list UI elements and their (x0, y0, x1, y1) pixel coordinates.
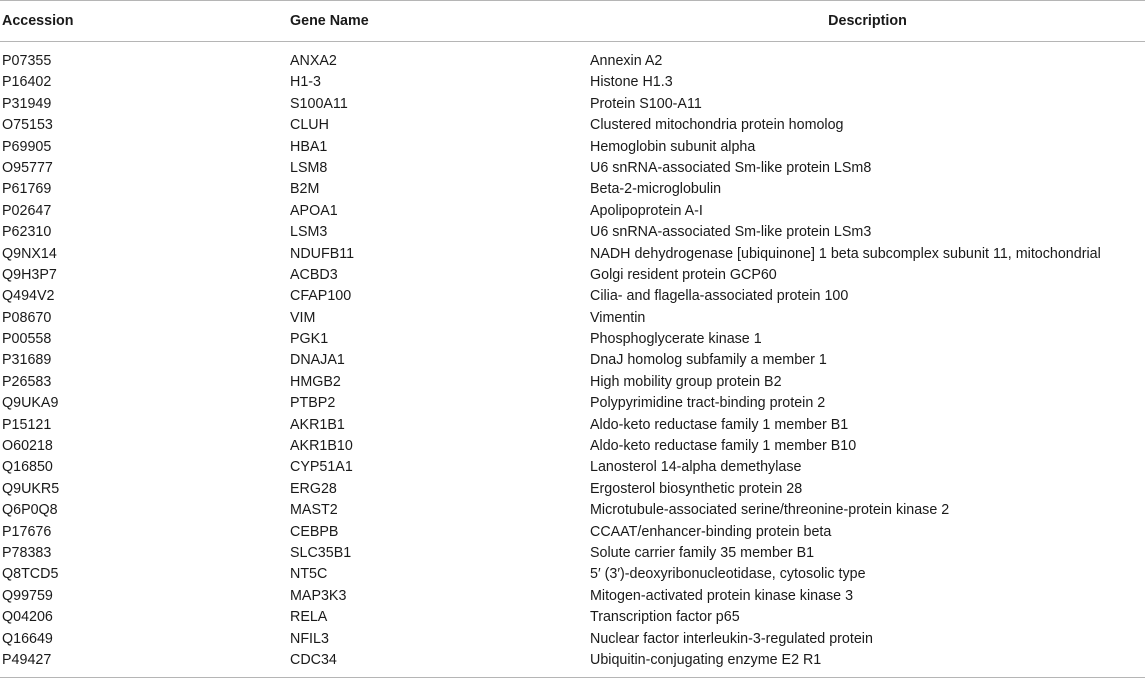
cell-description: Phosphoglycerate kinase 1 (590, 331, 762, 348)
cell-description: Hemoglobin subunit alpha (590, 138, 756, 155)
cell-gene-name: CLUH (290, 117, 329, 134)
table-row (0, 500, 1145, 521)
cell-accession: Q9NX14 (2, 245, 57, 262)
cell-accession: P07355 (2, 53, 52, 69)
cell-description: Solute carrier family 35 member B1 (590, 544, 815, 561)
table-row (0, 265, 1145, 286)
cell-gene-name: PGK1 (290, 331, 329, 348)
table-row (0, 244, 1145, 265)
table-row (0, 543, 1145, 564)
cell-accession: Q04206 (2, 609, 53, 626)
table-row (0, 415, 1145, 436)
table-row (0, 629, 1145, 650)
table-row (0, 607, 1145, 628)
cell-gene-name: HBA1 (290, 138, 328, 155)
cell-gene-name: NFIL3 (290, 630, 329, 647)
cell-accession: P00558 (2, 331, 52, 348)
cell-description: Histone H1.3 (590, 74, 673, 91)
cell-accession: P61769 (2, 181, 52, 198)
cell-gene-name: VIM (290, 309, 316, 326)
cell-gene-name: AKR1B10 (290, 438, 353, 455)
cell-accession: P62310 (2, 224, 52, 241)
table-row (0, 650, 1145, 671)
header-gene-name: Gene Name (290, 13, 369, 29)
cell-accession: P49427 (2, 651, 52, 668)
cell-accession: P08670 (2, 309, 52, 326)
cell-description: Cilia- and flagella-associated protein 100 (590, 288, 849, 305)
table-row (0, 436, 1145, 457)
table-row (0, 222, 1145, 243)
table-row (0, 372, 1145, 393)
table-row (0, 137, 1145, 158)
cell-description: Polypyrimidine tract-binding protein 2 (590, 395, 826, 412)
table-row (0, 179, 1145, 200)
cell-description: U6 snRNA-associated Sm-like protein LSm8 (590, 159, 872, 176)
cell-gene-name: ERG28 (290, 480, 337, 497)
table-row (0, 286, 1145, 307)
cell-description: Golgi resident protein GCP60 (590, 266, 777, 283)
cell-gene-name: SLC35B1 (290, 544, 352, 561)
cell-accession: P16402 (2, 74, 52, 91)
cell-description: Ergosterol biosynthetic protein 28 (590, 480, 803, 497)
cell-accession: P31949 (2, 95, 52, 112)
cell-accession: Q9UKR5 (2, 480, 60, 497)
cell-gene-name: CFAP100 (290, 288, 352, 305)
table-bottom-rule (0, 677, 1145, 678)
cell-accession: P31689 (2, 352, 52, 369)
cell-description: Beta-2-microglobulin (590, 181, 722, 198)
cell-accession: P26583 (2, 373, 52, 390)
cell-gene-name: APOA1 (290, 202, 338, 219)
cell-gene-name: NT5C (290, 566, 328, 583)
cell-gene-name: AKR1B1 (290, 416, 345, 433)
cell-accession: Q99759 (2, 587, 53, 604)
cell-gene-name: PTBP2 (290, 395, 336, 412)
table-row (0, 564, 1145, 585)
cell-accession: P02647 (2, 202, 52, 219)
cell-accession: Q9H3P7 (2, 266, 57, 283)
cell-description: High mobility group protein B2 (590, 373, 782, 390)
cell-description: CCAAT/enhancer-binding protein beta (590, 523, 832, 540)
cell-description: Microtubule-associated serine/threonine-protein kinase 2 (590, 502, 950, 519)
table-row (0, 158, 1145, 179)
cell-accession: Q6P0Q8 (2, 502, 58, 519)
cell-accession: Q9UKA9 (2, 395, 59, 412)
cell-description: U6 snRNA-associated Sm-like protein LSm3 (590, 224, 872, 241)
table-row (0, 201, 1145, 222)
cell-gene-name: MAP3K3 (290, 587, 347, 604)
cell-gene-name: H1-3 (290, 74, 321, 91)
cell-gene-name: LSM8 (290, 159, 328, 176)
cell-description: Transcription factor p65 (590, 609, 740, 626)
cell-description: Annexin A2 (590, 53, 663, 69)
cell-description: Ubiquitin-conjugating enzyme E2 R1 (590, 651, 822, 668)
cell-gene-name: ACBD3 (290, 266, 338, 283)
cell-description: Apolipoprotein A-I (590, 202, 703, 219)
table-row (0, 522, 1145, 543)
cell-accession: P69905 (2, 138, 52, 155)
cell-description: 5′ (3′)-deoxyribonucleotidase, cytosolic type (590, 566, 866, 583)
cell-description: Aldo-keto reductase family 1 member B10 (590, 438, 857, 455)
cell-accession: O60218 (2, 438, 53, 455)
cell-gene-name: CDC34 (290, 651, 337, 668)
table-row (0, 457, 1145, 478)
table-row (0, 115, 1145, 136)
table-row (0, 350, 1145, 371)
cell-accession: P15121 (2, 416, 52, 433)
table-body (0, 42, 1145, 677)
cell-accession: Q16649 (2, 630, 53, 647)
table-row (0, 308, 1145, 329)
cell-accession: O75153 (2, 117, 53, 134)
cell-gene-name: RELA (290, 609, 328, 626)
table-header-row (0, 1, 1145, 41)
cell-accession: P17676 (2, 523, 52, 540)
table-row (0, 479, 1145, 500)
cell-description: DnaJ homolog subfamily a member 1 (590, 352, 827, 369)
table-row (0, 329, 1145, 350)
table-row (0, 94, 1145, 115)
cell-gene-name: CYP51A1 (290, 459, 353, 476)
cell-accession: Q16850 (2, 459, 53, 476)
cell-description: NADH dehydrogenase [ubiquinone] 1 beta subcomplex subunit 11, mitochondrial (590, 245, 1101, 262)
cell-accession: P78383 (2, 544, 52, 561)
header-description: Description (828, 13, 907, 29)
cell-gene-name: DNAJA1 (290, 352, 345, 369)
cell-gene-name: ANXA2 (290, 53, 337, 69)
cell-gene-name: LSM3 (290, 224, 328, 241)
table-row (0, 51, 1145, 72)
cell-accession: O95777 (2, 159, 53, 176)
cell-description: Clustered mitochondria protein homolog (590, 117, 844, 134)
cell-accession: Q494V2 (2, 288, 55, 305)
cell-description: Aldo-keto reductase family 1 member B1 (590, 416, 849, 433)
header-accession: Accession (2, 13, 74, 29)
cell-accession: Q8TCD5 (2, 566, 59, 583)
table-row (0, 393, 1145, 414)
cell-description: Nuclear factor interleukin-3-regulated protein (590, 630, 873, 647)
cell-description: Protein S100-A11 (590, 95, 702, 112)
cell-gene-name: HMGB2 (290, 373, 341, 390)
cell-gene-name: NDUFB11 (290, 245, 355, 262)
cell-gene-name: S100A11 (290, 95, 348, 112)
table-row (0, 586, 1145, 607)
cell-description: Mitogen-activated protein kinase kinase 3 (590, 587, 854, 604)
cell-gene-name: CEBPB (290, 523, 339, 540)
cell-gene-name: MAST2 (290, 502, 338, 519)
cell-description: Vimentin (590, 309, 646, 326)
table-row (0, 72, 1145, 93)
cell-gene-name: B2M (290, 181, 320, 198)
cell-description: Lanosterol 14-alpha demethylase (590, 459, 802, 476)
